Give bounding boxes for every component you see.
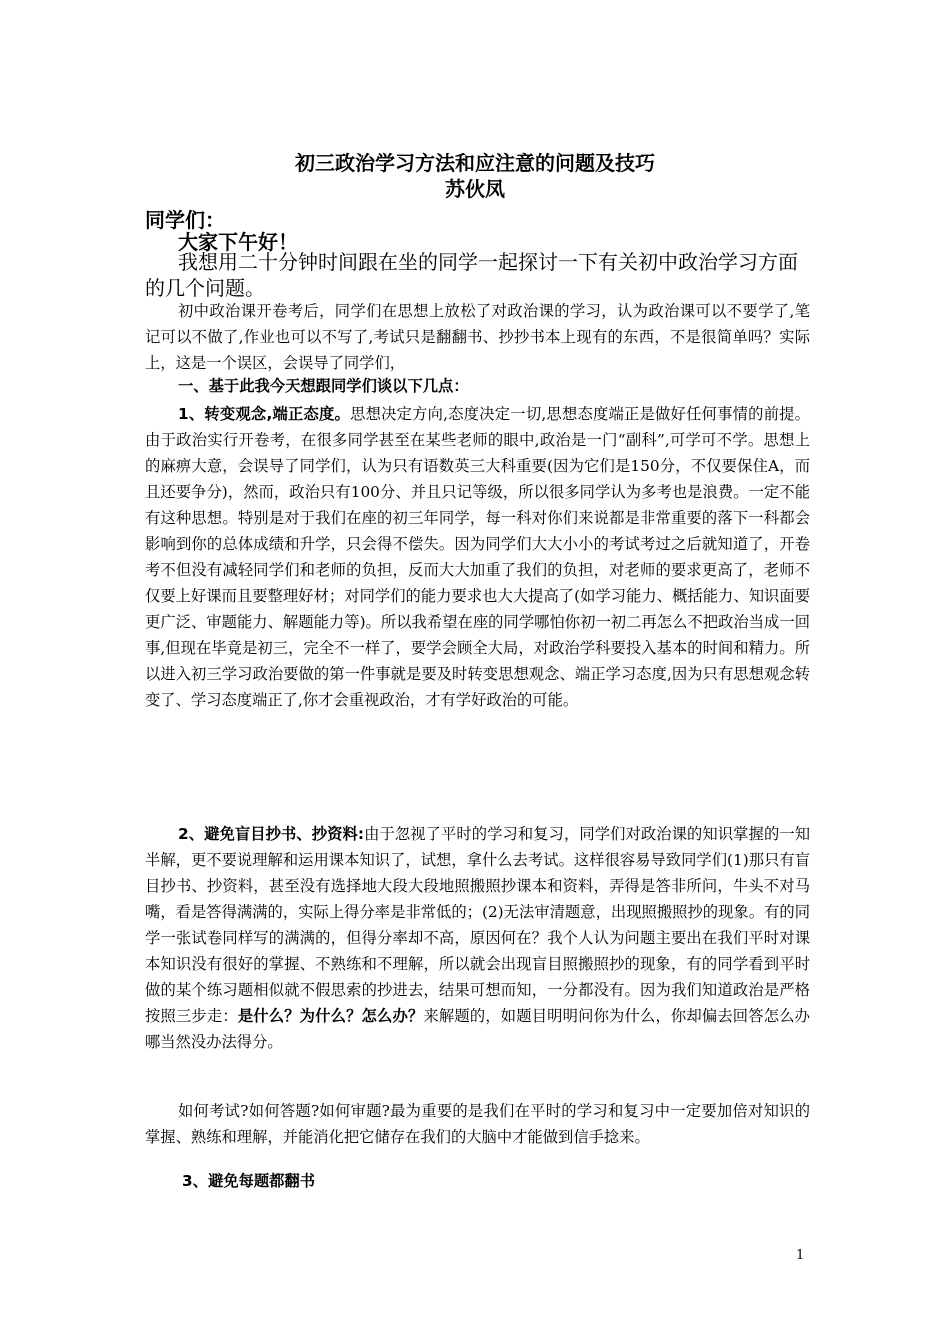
page-number: 1 [796, 1248, 805, 1263]
point-1-heading: 1、转变观念,端正态度。 [178, 405, 351, 423]
point-1-body: 思想决定方向,态度决定一切,思想态度端正是做好任何事情的前提。由于政治实行开卷考，在很多同学甚至在某些老师的眼中,政治是一门“副科”,可学可不学。思想上的麻痹大意，会误导了同学们，认为只有语数英三大科重要(因为它们是150分，不仅要保住A，而且还要争分)，然而，政治只有100分、并且只记等级，所以很多同学认为多考也是浪费。一定不能有这种思想。特别是对于我们在座的初三年同学，每一科对你们来说都是非常重要的落下一科都会影响到你的总体成绩和升学，只会得不偿失。因为同学们大大小小的考试考过之后就知道了，开卷考不但没有减轻同学们和老师的负担，反而大大加重了我们的负担，对老师的要求更高了，老师不仅要上好课而且要整理好材；对同学们的能力要求也大大提高了(如学习能力、概括能力、知识面要更广泛、审题能力、解题能力等)。所以我希望在座的同学哪怕你初一初二再怎么不把政治当成一回事,但现在毕竟是初三，完全不一样了，要学会顾全大局，对政治学科要投入基本的时间和精力。所以进入初三学习政治要做的第一件事就是要及时转变思想观念、端正学习态度,因为只有思想观念转变了、学习态度端正了,你才会重视政治，才有学好政治的可能。 [145, 405, 810, 709]
point-1-paragraph [145, 401, 810, 713]
paragraph-1: 初中政治课开卷考后，同学们在思想上放松了对政治课的学习，认为政治课可以不要学了,笔记可以不做了,作业也可以不写了,考试只是翻翻书、抄抄书本上现有的东西，不是很简单吗？实际上，这是一个误区，会误导了同学们， [145, 302, 810, 372]
point-3-heading: 3、避免每题都翻书 [182, 1172, 316, 1190]
salutation: 同学们： [145, 208, 225, 232]
document-title: 初三政治学习方法和应注意的问题及技巧 [295, 151, 655, 175]
greeting: 大家下午好！ [178, 230, 298, 254]
point-2-paragraph [145, 821, 810, 1055]
point-2-heading: 2、避免盲目抄书、抄资料: [178, 825, 365, 843]
document-author: 苏伙凤 [445, 177, 505, 201]
section-heading: 一、基于此我今天想跟同学们谈以下几点： [178, 377, 469, 395]
exam-paragraph: 如何考试?如何答题?如何审题?最为重要的是我们在平时的学习和复习中一定要加倍对知识的掌握、熟练和理解，并能消化把它储存在我们的大脑中才能做到信手捻来。 [145, 1102, 810, 1146]
point-2-body-a: 由于忽视了平时的学习和复习，同学们对政治课的知识掌握的一知半解，更不要说理解和运用课本知识了，试想，拿什么去考试。这样很容易导致同学们(1)那只有盲目抄书、抄资料，甚至没有选择地大段大段地照搬照抄课本和资料，弄得是答非所问，牛头不对马嘴，看是答得满满的，实际上得分率是非常低的；(2)无法审清题意，出现照搬照抄的现象。有的同学一张试卷同样写的满满的，但得分率却不高，原因何在？我个人认为问题主要出在我们平时对课本知识没有很好的掌握、不熟练和不理解，所以就会出现盲目照搬照抄的现象，有的同学看到平时做的某个练习题相似就不假思索的抄进去，结果可想而知，一分都没有。因为我们知道政治是严格按照三步走： [145, 825, 810, 1025]
point-2-emphasis: 是什么？为什么？怎么办？ [237, 1007, 424, 1025]
point-2-body-b: 来解题的，如题目明明问你为什么，你却偏去回答怎么办哪当然没办法得分。 [145, 1007, 810, 1051]
intro-paragraph: 我想用二十分钟时间跟在坐的同学一起探讨一下有关初中政治学习方面的几个问题。 [145, 250, 798, 300]
